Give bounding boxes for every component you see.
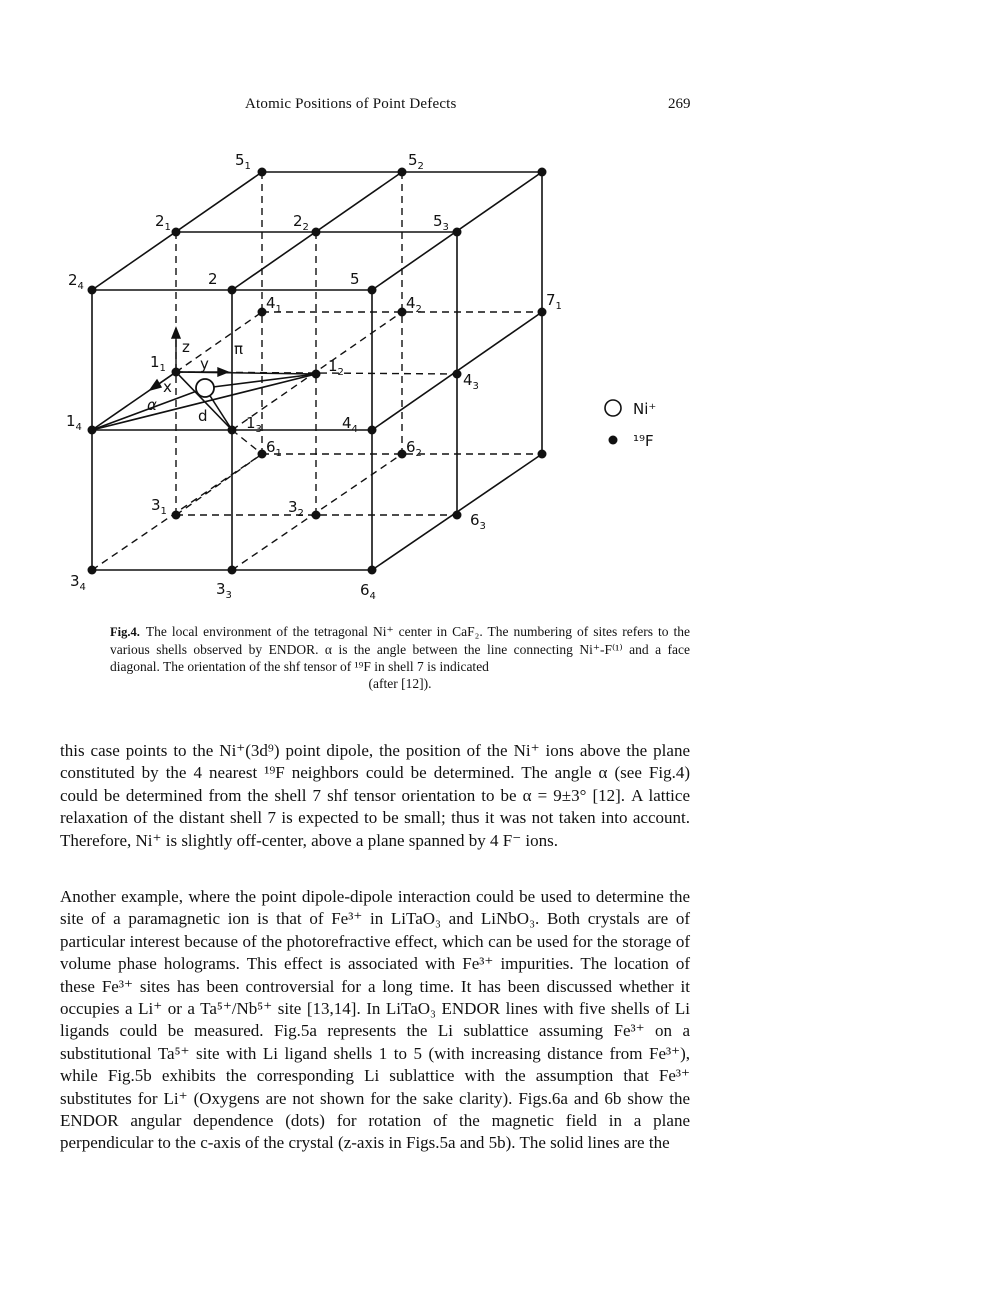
paragraph-2: Another example, where the point dipole-dipole interaction could be used to determine the site of a paramagnetic ion is that of Fe³⁺ in LiTaO₃ and LiNbO₃. Both crystals are of particular interest because of the photorefractive effect, which can be used for the storage of volume phase holograms. This effect is associated with Fe³⁺ impurities. The location of these Fe³⁺ sites has been controversial for a long time. It has been discussed whether it occupies a Li⁺ or a Ta⁵⁺/Nb⁵⁺ site [13,14]. In LiTaO₃ ENDOR lines with five shells of Li ligands could be measured. Fig.5a represents the Li sublattice assuming Fe³⁺ on a substitutional Ta⁵⁺ site with Li ligand shells 1 to 5 (with increasing distance from Fe³⁺), while Fig.5b exhibits the corresponding Li sublattice with the assumption that Fe³⁺ substitutes for Li⁺ (Oxygens are not shown for the sake clarity). Figs.6a and 6b show the ENDOR angular dependence (dots) for rotation of the magnetic field in a plane perpendicular to the c-axis of the crystal (z-axis in Figs.5a and 5b). The solid lines are the [60,887,690,1153]
label-2-2: $2_2$ [293,212,309,233]
running-header-title: Atomic Positions of Point Defects [245,96,457,112]
caption-text: The local environment of the tetragonal Ni⁺ center in CaF₂. The numbering of sites refers to the various shells observed by ENDOR. α is the angle between the line connecting Ni⁺-F⁽¹⁾ and a face diagonal. The orientation of the shf tensor of ¹⁹F in shell 7 is indicated [110,624,690,674]
caption-label: Fig.4. [110,625,140,639]
label-6-4: $6_4$ [360,581,376,602]
legend-ni-marker [605,400,621,416]
label-6-2: $6_2$ [406,438,422,459]
axis-z-label: z [182,338,190,356]
label-3-1: $3_1$ [151,496,167,517]
label-2-1: $2_1$ [155,212,171,233]
label-5-2: $5_2$ [408,151,424,172]
label-1-2: $1_2$ [328,357,344,378]
legend-f-marker [609,436,618,445]
pi-label: π [234,340,244,358]
label-2-4: $2_4$ [68,271,84,292]
legend-ni-label: Ni⁺ [633,400,657,418]
d-label: d [198,407,208,425]
legend [605,400,656,450]
label-6-3: $6_3$ [470,511,486,532]
page-number: 269 [668,96,691,112]
label-5-1: $5_1$ [235,151,251,172]
axis-x-label: x [163,378,172,396]
label-5-3: $5_3$ [433,212,449,233]
label-1-4: $1_4$ [66,412,82,433]
figure-4-lattice-diagram [0,140,1000,610]
label-7-1: $7_1$ [546,291,562,312]
ni-ion-marker [196,379,214,397]
label-1-3: $1_3$ [246,414,262,435]
label-6-1: $6_1$ [266,438,282,459]
axis-y-label: y [200,355,209,373]
label-4-4: $4_4$ [342,414,358,435]
legend-f-label: ¹⁹F [633,432,654,450]
label-4-2: $4_2$ [406,294,422,315]
caption-citation: (after [12]). [368,676,432,691]
alpha-label: α [147,396,157,414]
label-3-2: $3_2$ [288,498,304,519]
label-1-1: $1_1$ [150,353,166,374]
label-5: 5 [350,270,360,288]
figure-caption [110,623,690,692]
label-3-4: $3_4$ [70,572,86,593]
paragraph-1: this case points to the Ni⁺(3d⁹) point dipole, the position of the Ni⁺ ions above the plane constituted by the 4 nearest ¹⁹F neighbors could be determined. The angle α (see Fig.4) could be determined from the shell 7 shf tensor orientation to be α = 9±3° [12]. A lattice relaxation of the distant shell 7 is expected to be small; thus it was not taken into account. Therefore, Ni⁺ is slightly off-center, above a plane spanned by 4 F⁻ ions. [60,741,690,850]
label-4-3: $4_3$ [463,371,479,392]
label-4-1: $4_1$ [266,294,282,315]
label-2: 2 [208,270,218,288]
label-3-3: $3_3$ [216,580,232,601]
